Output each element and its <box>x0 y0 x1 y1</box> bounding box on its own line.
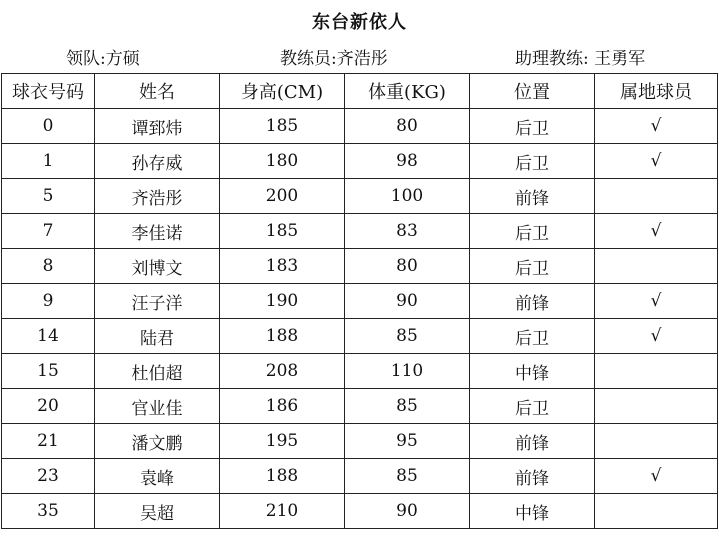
height-cell: 188 <box>220 319 345 354</box>
local-player-check-cell: √ <box>595 214 718 249</box>
local-player-check-cell: √ <box>595 319 718 354</box>
jersey-number-cell: 23 <box>2 459 95 494</box>
local-player-check-cell: √ <box>595 459 718 494</box>
jersey-number-cell: 15 <box>2 354 95 389</box>
jersey-number-cell: 35 <box>2 494 95 529</box>
height-cell: 185 <box>220 109 345 144</box>
table-row <box>2 459 718 494</box>
local-player-check-cell <box>595 354 718 389</box>
position-cell: 后卫 <box>470 109 595 144</box>
local-player-check-cell <box>595 179 718 214</box>
position-cell: 后卫 <box>470 389 595 424</box>
height-cell: 185 <box>220 214 345 249</box>
height-cell: 210 <box>220 494 345 529</box>
jersey-number-cell: 8 <box>2 249 95 284</box>
header-height: 身高(CM) <box>220 74 345 109</box>
height-cell: 208 <box>220 354 345 389</box>
weight-cell: 90 <box>345 494 470 529</box>
page-title: 东台新依人 <box>312 12 407 33</box>
height-cell: 188 <box>220 459 345 494</box>
weight-cell: 98 <box>345 144 470 179</box>
header-position: 位置 <box>470 74 595 109</box>
player-name-cell: 刘博文 <box>95 249 220 284</box>
header-weight: 体重(KG) <box>345 74 470 109</box>
table-row <box>2 354 718 389</box>
weight-cell: 95 <box>345 424 470 459</box>
local-player-check-cell <box>595 249 718 284</box>
roster-body <box>2 109 718 529</box>
local-player-check-cell <box>595 389 718 424</box>
position-cell: 前锋 <box>470 284 595 319</box>
jersey-number-cell: 21 <box>2 424 95 459</box>
position-cell: 后卫 <box>470 144 595 179</box>
weight-cell: 90 <box>345 284 470 319</box>
player-name-cell: 李佳诺 <box>95 214 220 249</box>
team-leader-label: 领队:方硕 <box>66 49 140 69</box>
local-player-check-cell: √ <box>595 284 718 319</box>
assistant-coach-label: 助理教练: 王勇军 <box>515 49 646 69</box>
player-name-cell: 官业佳 <box>95 389 220 424</box>
jersey-number-cell: 0 <box>2 109 95 144</box>
height-cell: 195 <box>220 424 345 459</box>
table-row <box>2 424 718 459</box>
local-player-check-cell <box>595 494 718 529</box>
jersey-number-cell: 20 <box>2 389 95 424</box>
table-row <box>2 214 718 249</box>
position-cell: 中锋 <box>470 494 595 529</box>
weight-cell: 100 <box>345 179 470 214</box>
table-row <box>2 144 718 179</box>
weight-cell: 85 <box>345 459 470 494</box>
player-name-cell: 潘文鹏 <box>95 424 220 459</box>
weight-cell: 85 <box>345 319 470 354</box>
position-cell: 前锋 <box>470 179 595 214</box>
height-cell: 180 <box>220 144 345 179</box>
table-row <box>2 389 718 424</box>
player-name-cell: 齐浩彤 <box>95 179 220 214</box>
player-name-cell: 吴超 <box>95 494 220 529</box>
player-name-cell: 陆君 <box>95 319 220 354</box>
position-cell: 中锋 <box>470 354 595 389</box>
jersey-number-cell: 9 <box>2 284 95 319</box>
jersey-number-cell: 5 <box>2 179 95 214</box>
weight-cell: 80 <box>345 249 470 284</box>
table-row <box>2 249 718 284</box>
position-cell: 前锋 <box>470 459 595 494</box>
table-row <box>2 179 718 214</box>
player-name-cell: 杜伯超 <box>95 354 220 389</box>
position-cell: 后卫 <box>470 214 595 249</box>
weight-cell: 83 <box>345 214 470 249</box>
jersey-number-cell: 7 <box>2 214 95 249</box>
player-name-cell: 汪子洋 <box>95 284 220 319</box>
head-coach-label: 教练员:齐浩彤 <box>280 49 388 69</box>
position-cell: 后卫 <box>470 249 595 284</box>
jersey-number-cell: 1 <box>2 144 95 179</box>
player-name-cell: 袁峰 <box>95 459 220 494</box>
weight-cell: 80 <box>345 109 470 144</box>
height-cell: 186 <box>220 389 345 424</box>
local-player-check-cell <box>595 424 718 459</box>
local-player-check-cell: √ <box>595 144 718 179</box>
table-row <box>2 319 718 354</box>
table-row <box>2 284 718 319</box>
local-player-check-cell: √ <box>595 109 718 144</box>
height-cell: 190 <box>220 284 345 319</box>
weight-cell: 110 <box>345 354 470 389</box>
player-name-cell: 孙存威 <box>95 144 220 179</box>
position-cell: 前锋 <box>470 424 595 459</box>
position-cell: 后卫 <box>470 319 595 354</box>
header-local-player: 属地球员 <box>595 74 718 109</box>
table-row <box>2 109 718 144</box>
height-cell: 183 <box>220 249 345 284</box>
jersey-number-cell: 14 <box>2 319 95 354</box>
header-name: 姓名 <box>95 74 220 109</box>
player-name-cell: 谭郅炜 <box>95 109 220 144</box>
weight-cell: 85 <box>345 389 470 424</box>
table-row <box>2 494 718 529</box>
roster-table <box>1 73 718 529</box>
table-header-row <box>2 74 718 109</box>
height-cell: 200 <box>220 179 345 214</box>
header-jersey-number: 球衣号码 <box>2 74 95 109</box>
